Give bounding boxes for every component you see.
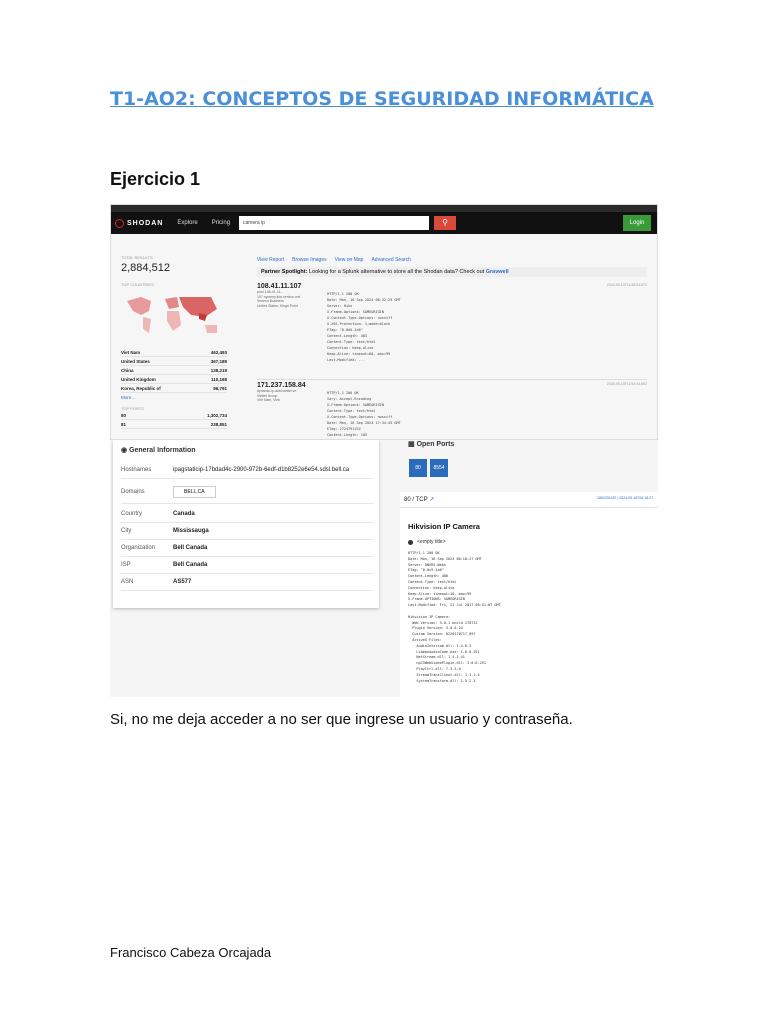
top-ports-label: TOP PORTS bbox=[121, 406, 144, 411]
search-result bbox=[257, 283, 647, 380]
gravwell-link[interactable]: Gravwell bbox=[485, 269, 509, 275]
port-row[interactable]: 81 238,851 bbox=[121, 420, 227, 429]
result-tabs bbox=[257, 257, 647, 263]
favicon-icon bbox=[408, 540, 413, 545]
general-info-heading: ◉ General Information bbox=[121, 447, 196, 454]
result-banner: HTTP/1.1 200 OK Vary: Accept-Encoding X-Frame-Options: SAMEORIGIN Content-Type: text/html X-Content-Type-Options: nosniff Date: Mon, 16 Sep 2024 17:34:45 GMT ETag: 2724791152 Content-Length: 183 bbox=[327, 391, 401, 437]
service-title: <empty title> bbox=[400, 535, 658, 549]
info-row-isp: ISP Bell Canada bbox=[121, 556, 373, 574]
country-list bbox=[121, 348, 227, 393]
result-date: 2024-09-10T11:54:43.652 bbox=[606, 382, 647, 386]
open-ports-heading: ▦ Open Ports bbox=[408, 441, 455, 448]
shodan-logo-icon bbox=[115, 219, 124, 228]
shodan-facets bbox=[121, 255, 227, 429]
browse-images-link[interactable]: Browse Images bbox=[292, 257, 327, 263]
info-row-organization: Organization Bell Canada bbox=[121, 539, 373, 557]
view-map-link[interactable]: View on Map bbox=[334, 257, 364, 263]
info-row-domains: Domains BELL.CA bbox=[121, 481, 373, 504]
port-button-80[interactable]: 80 bbox=[409, 459, 427, 477]
service-banner-text: HTTP/1.1 200 OK Date: Mon, 16 Sep 2024 06:18:27 GMT Server: DNVRS-Webs ETag: "0-0c9-1a0" Content-Length: 480 Content-Type: text/html Connection: keep-alive Keep-Alive: timeout=10, max=99 X-Frame-OPTIONS: SAMEORIGIN Last-Modified: Fri, 21 Jul 2017 08:51:07 GMT Hikvision IP Camera: Web Version: 3.0.1 build 170731 Plugin Version: 3.0.6.24 Custom Version: 0220170717_097 ActiveX Files: AudioIntercom.dll: 1.4.0.2 LibmpeAudioCode.exe: 1.0.0.251 NetStream.dll: 1.4.1.41 npC5WebVideoPlugin.dll: 3.0.6.251 PlayCtrl.dll: 7.3.3.0 StreamTransClient.dll: 1.1.1.4 SystemTransform.dll: 2.5.2.3 bbox=[408, 551, 501, 683]
service-id: -1862031457 | 2024-09-16T06:18:27. bbox=[595, 496, 654, 500]
search-icon: ⚲ bbox=[442, 218, 448, 227]
shodan-screenshot bbox=[110, 204, 658, 440]
service-banner-card bbox=[400, 492, 658, 697]
author-name: Francisco Cabeza Orcajada bbox=[110, 945, 272, 960]
host-details-screenshot bbox=[110, 440, 658, 697]
total-results-label: TOTAL RESULTS bbox=[121, 255, 153, 260]
login-button[interactable]: Login bbox=[623, 215, 651, 231]
document-title[interactable]: T1-AO2: CONCEPTOS DE SEGURIDAD INFORMÁTICA bbox=[110, 88, 654, 110]
service-port-header bbox=[400, 492, 658, 508]
result-meta: pool-108-41-11-107.nycmny.fios.verizon.net Verizon Business United States, Kings Point bbox=[257, 290, 301, 308]
shodan-topbar bbox=[111, 205, 657, 212]
result-meta: dynamic-ip-adsl.viettel.vn Viettel Group Viet Nam, Vinh bbox=[257, 389, 297, 402]
world-map bbox=[121, 289, 225, 339]
globe-icon: ◉ bbox=[121, 447, 128, 454]
info-row-country: Country Canada bbox=[121, 505, 373, 523]
country-row[interactable]: Viet Nam 462,493 bbox=[121, 348, 227, 357]
result-ip[interactable]: 171.237.158.84 bbox=[257, 382, 306, 389]
result-date: 2024-09-10T11:58:04.871 bbox=[606, 283, 647, 287]
shodan-navbar bbox=[111, 212, 657, 234]
domain-badge[interactable]: BELL.CA bbox=[173, 486, 216, 498]
country-row[interactable]: United States 367,189 bbox=[121, 357, 227, 366]
advanced-search-link[interactable]: Advanced Search bbox=[371, 257, 411, 263]
service-port: 80 / TCP bbox=[404, 497, 428, 503]
shodan-search-input[interactable]: camera ip bbox=[239, 216, 429, 230]
search-button[interactable] bbox=[434, 216, 456, 230]
info-row-hostnames: Hostnames ipagstaticip-17bdad4c-2900-972b-6edf-d1b8252e6e54.sdsl.bell.ca bbox=[121, 461, 373, 479]
view-report-link[interactable]: View Report bbox=[257, 257, 285, 263]
section-heading: Ejercicio 1 bbox=[110, 169, 201, 189]
port-row[interactable]: 80 1,302,734 bbox=[121, 411, 227, 420]
general-info-card bbox=[113, 440, 379, 608]
info-row-asn: ASN AS577 bbox=[121, 573, 373, 591]
shodan-logo[interactable]: SHODAN bbox=[115, 219, 163, 228]
top-countries-label: TOP COUNTRIES bbox=[121, 282, 154, 287]
partner-spotlight: Partner Spotlight: Looking for a Splunk alternative to store all the Shodan data? Check out Gravwell bbox=[257, 267, 647, 277]
shodan-results bbox=[257, 257, 647, 440]
service-product-name: Hikvision IP Camera bbox=[408, 522, 480, 531]
country-row[interactable]: China 138,219 bbox=[121, 366, 227, 375]
result-ip[interactable]: 108.41.11.107 bbox=[257, 283, 302, 290]
result-banner: HTTP/1.1 200 OK Date: Mon, 16 Sep 2024 06:32:25 GMT Server: Hikv X-Frame-Options: SAMEORIGIN X-Content-Type-Options: nosniff X-XSS-Protection: 1;mode=block ETag: "0-0d5-1e6" Content-Length: 483 Content-Type: text/html Connection: keep-alive Keep-Alive: timeout=60, max=99 Last-Modified: ... bbox=[327, 292, 401, 362]
ports-icon: ▦ bbox=[408, 441, 415, 448]
pricing-link[interactable]: Pricing bbox=[211, 220, 231, 226]
explore-link[interactable]: Explore bbox=[177, 220, 198, 226]
more-countries-link[interactable]: More... bbox=[121, 395, 136, 400]
port-button-8554[interactable]: 8554 bbox=[430, 459, 448, 477]
country-row[interactable]: United Kingdom 110,168 bbox=[121, 375, 227, 384]
answer-text: Si, no me deja acceder a no ser que ingrese un usuario y contraseña. bbox=[110, 711, 573, 728]
external-link-icon[interactable]: ↗ bbox=[429, 497, 435, 503]
country-row[interactable]: Korea, Republic of 96,791 bbox=[121, 384, 227, 393]
info-row-city: City Mississauga bbox=[121, 522, 373, 540]
search-result bbox=[257, 382, 647, 440]
total-results-value: 2,884,512 bbox=[121, 262, 170, 274]
